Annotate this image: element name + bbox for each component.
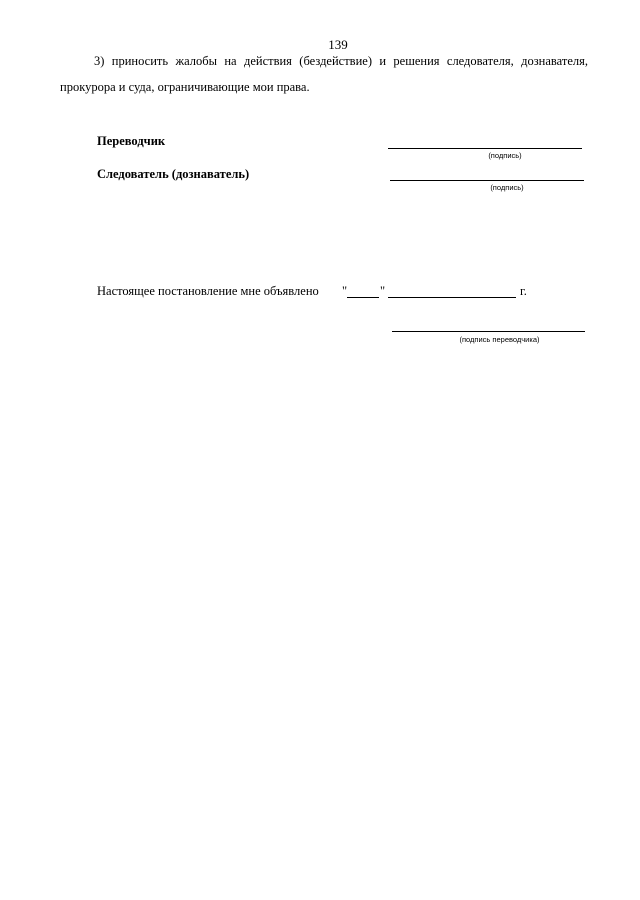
translator-signature-line [388,148,582,149]
investigator-signature-caption: (подпись) [490,183,524,192]
translator-signature-caption: (подпись) [488,151,522,160]
announcement-signature-caption: (подпись переводчика) [459,335,540,344]
page-number: 139 [328,37,348,52]
day-blank-line [347,297,379,298]
rights-paragraph-line-2: прокурора и суда, ограничивающие мои права. [60,80,310,94]
announcement-text: Настоящее постановление мне объявлено [97,284,319,298]
translator-label: Переводчик [97,134,166,148]
day-open-quote: " [342,284,348,298]
rights-paragraph-line-1: 3) приносить жалобы на действия (бездействие) и решения следователя, дознавателя, [94,54,588,68]
month-year-blank-line [388,297,516,298]
year-suffix: г. [520,284,527,298]
investigator-label: Следователь (дознаватель) [97,167,250,181]
announcement-signature-line [392,331,585,332]
day-close-quote: " [380,284,386,298]
investigator-signature-line [390,180,584,181]
